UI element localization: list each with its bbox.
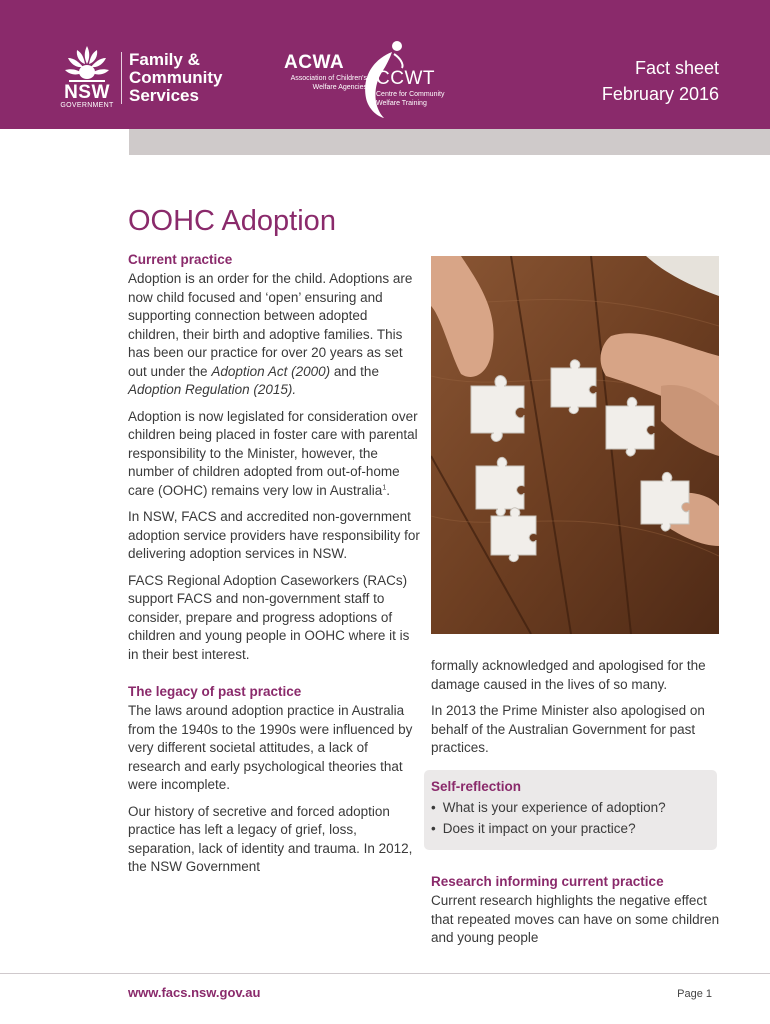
paragraph-prime-minister: In 2013 the Prime Minister also apologised on behalf of the Australian Government for past practices. [431, 703, 705, 755]
adoption-regulation-ref: Adoption Regulation (2015). [128, 382, 297, 397]
paragraph-laws-history: The laws around adoption practice in Australia from the 1940s to the 1990s were influenced by very different societal attitudes, a lack of research and early psychological theories that were incomplete. [128, 703, 413, 792]
footer-divider [0, 973, 770, 974]
paragraph-racs: FACS Regional Adoption Caseworkers (RACs) support FACS and non-government staff to consider, prepare and progress adoptions of children and young people in OOHC where it is in their best interest. [128, 572, 410, 662]
acwa-ccwt-logo [262, 38, 462, 118]
puzzle-photo-illustration [431, 256, 719, 634]
ccwt-subtitle [376, 90, 444, 108]
logo-divider [121, 52, 122, 104]
ccwt-subtitle-line-2: Welfare Training [376, 100, 427, 107]
reflection-item: • Does it impact on your practice? [431, 818, 666, 839]
footnote-marker: 1 [382, 484, 387, 491]
research-heading: Research informing current practice [431, 874, 664, 889]
fact-sheet-label [602, 55, 719, 107]
acwa-subtitle-line-1: Association of Children's [290, 75, 367, 82]
nsw-wordmark: NSW [64, 82, 110, 103]
paragraph-legislated [128, 408, 420, 501]
facs-line-1: Family & [129, 50, 200, 69]
paragraph-adoption-order [128, 270, 420, 400]
p1-and: and the [330, 363, 379, 379]
left-column [128, 252, 420, 885]
self-reflection-box [424, 770, 717, 850]
nsw-government-logo [57, 44, 117, 108]
right-column-bottom [431, 874, 721, 956]
adoption-act-ref: Adoption Act (2000) [211, 363, 331, 379]
footer-website-link[interactable]: www.facs.nsw.gov.au [128, 985, 261, 1000]
paragraph-acknowledged: formally acknowledged and apologised for the damage caused in the lives of so many. [431, 658, 706, 692]
fact-sheet-title: Fact sheet [634, 58, 719, 78]
facs-line-2: Community [129, 68, 223, 87]
paragraph-nsw-providers: In NSW, FACS and accredited non-government adoption service providers have responsibility for delivering adoption services in NSW. [128, 509, 420, 561]
header-band-block [0, 129, 129, 155]
ccwt-wordmark: CCWT [376, 68, 435, 89]
ccwt-subtitle-line-1: Centre for Community [376, 91, 445, 98]
acwa-subtitle [262, 74, 367, 92]
current-practice-heading: Current practice [128, 252, 233, 267]
acwa-subtitle-line-2: Welfare Agencies [312, 84, 367, 91]
paragraph-research: Current research highlights the negative effect that repeated moves can have on some children and young people [431, 893, 720, 945]
right-column-top [431, 657, 721, 766]
header-banner [0, 0, 770, 129]
facs-line-3: Services [129, 86, 199, 105]
facs-wordmark [129, 51, 223, 105]
p2-end: . [386, 482, 390, 498]
p2-text: Adoption is now legislated for consideration over children being placed in foster care with parental responsibility to the Minister, however, the number of children adopted from out-of-home care (OOHC) remains very low in Australia [128, 408, 418, 498]
header-band [0, 129, 770, 155]
paragraph-secretive-history: Our history of secretive and forced adoption practice has left a legacy of grief, loss, separation, lack of identity and trauma. In 2012, the NSW Government [128, 803, 413, 874]
self-reflection-list [431, 797, 666, 839]
reflection-item: • What is your experience of adoption? [431, 797, 666, 818]
legacy-heading: The legacy of past practice [128, 684, 302, 699]
page-title: OOHC Adoption [128, 205, 336, 238]
hands-assembling-puzzle-image [431, 256, 719, 634]
page-number: Page 1 [677, 988, 712, 1000]
fact-sheet-date: February 2016 [601, 84, 719, 104]
p1-text: Adoption is an order for the child. Adoptions are now child focused and ‘open’ ensuring and supporting connection between adopted children, their birth and adoptive families. This has been our practice for over 20 years as set out under the [128, 271, 413, 379]
acwa-wordmark: ACWA [284, 52, 345, 73]
self-reflection-heading: Self-reflection [431, 779, 522, 794]
government-label: GOVERNMENT [60, 102, 114, 109]
waratah-icon [63, 44, 111, 84]
